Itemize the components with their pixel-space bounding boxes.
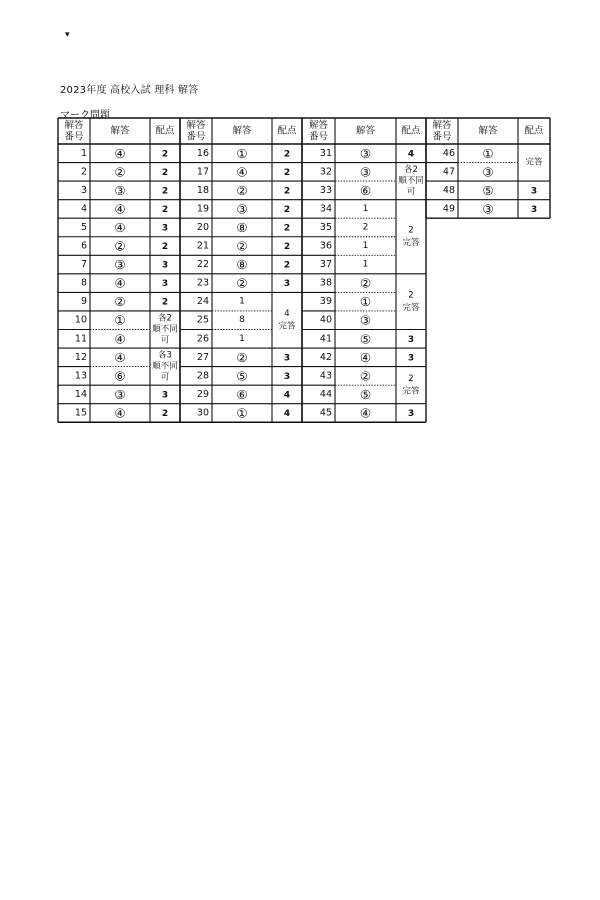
points-note: 2	[408, 373, 414, 384]
points-note: 順不同	[152, 324, 178, 335]
answer-value: 1	[362, 241, 369, 252]
points-value: 2	[283, 167, 291, 178]
answer-value: 1	[362, 203, 369, 214]
header-points-label: 配点	[401, 125, 421, 137]
question-number: 44	[319, 388, 332, 400]
question-number: 2	[80, 166, 87, 178]
answer-value: ⑤	[236, 368, 248, 384]
points-note: 2	[408, 225, 414, 236]
question-number: 28	[196, 370, 209, 382]
question-number: 48	[442, 184, 455, 196]
points-value: 3	[407, 353, 415, 364]
points-value: 2	[161, 242, 169, 253]
points-value: 2	[283, 260, 291, 271]
answer-value: ④	[236, 164, 248, 180]
header-points-label: 配点	[155, 125, 175, 137]
question-number: 40	[319, 314, 332, 326]
points-value: 4	[283, 390, 291, 401]
header-points-label: 配点	[277, 125, 297, 137]
answer-value: 1	[239, 296, 245, 307]
question-number: 29	[196, 388, 209, 400]
answer-value: ④	[114, 219, 126, 235]
answer-value: ②	[359, 275, 372, 291]
answer-value: ④	[114, 331, 126, 347]
points-value: 2	[161, 204, 169, 215]
question-number: 4	[80, 203, 87, 215]
answer-value: ④	[114, 349, 126, 365]
answer-value: ③	[114, 386, 126, 402]
answer-value: ④	[114, 145, 126, 161]
answer-value: ②	[359, 368, 372, 384]
points-note: 4	[284, 308, 290, 319]
question-number: 7	[80, 259, 87, 271]
points-note: 各3	[158, 350, 172, 361]
points-value: 3	[161, 260, 169, 271]
header-answer-label: 解答	[478, 125, 498, 137]
answer-value: ④	[114, 405, 126, 421]
points-value: 3	[283, 353, 291, 364]
points-value: 3	[530, 204, 538, 215]
points-note: 各2	[404, 165, 418, 176]
question-number: 21	[196, 240, 209, 252]
points-value: 3	[530, 186, 538, 197]
answer-value: ②	[114, 238, 126, 254]
points-note: 可	[160, 372, 170, 383]
points-value: 2	[161, 297, 169, 308]
question-number: 14	[74, 388, 87, 400]
points-note: 完答	[525, 157, 543, 168]
question-number: 35	[319, 221, 332, 233]
points-value: 2	[161, 186, 169, 197]
question-number: 19	[196, 203, 209, 215]
answer-value: ②	[236, 275, 248, 291]
answer-value: ③	[482, 164, 494, 180]
answer-value: ③	[359, 312, 372, 328]
points-note: 各2	[158, 313, 172, 324]
points-value: 3	[283, 371, 291, 382]
question-number: 25	[196, 314, 209, 326]
answer-value: ①	[236, 405, 248, 421]
answer-value: ⑥	[236, 386, 248, 402]
points-note: 順不同	[398, 176, 424, 187]
document-title: 2023年度 高校入試 理科 解答	[60, 85, 199, 96]
scan-speck: ▾	[65, 30, 70, 40]
points-note: 完答	[402, 302, 420, 313]
points-note: 可	[160, 335, 170, 346]
answer-value: ③	[359, 164, 372, 180]
answer-value: ⑧	[236, 257, 248, 273]
answer-value: ①	[482, 145, 494, 161]
points-note: 2	[408, 290, 414, 301]
question-number: 10	[74, 314, 87, 326]
question-number: 6	[80, 240, 87, 252]
question-number: 49	[442, 203, 455, 215]
question-number: 8	[80, 277, 87, 289]
points-note: 完答	[402, 238, 420, 248]
question-number: 18	[196, 184, 209, 196]
header-number-label: 番号	[432, 131, 452, 143]
points-value: 3	[283, 279, 291, 290]
answer-value: ②	[114, 294, 126, 310]
question-number: 46	[442, 147, 455, 159]
answer-value: ⑤	[482, 182, 494, 198]
answer-value: 8	[239, 315, 245, 326]
points-value: 2	[161, 167, 169, 178]
answer-value: ①	[359, 294, 372, 310]
points-value: 4	[407, 149, 415, 160]
answer-value: ③	[359, 145, 372, 161]
answer-value: ④	[114, 275, 126, 291]
header-number-label: 解答	[432, 120, 452, 131]
question-number: 41	[319, 333, 332, 345]
points-value: 3	[161, 223, 169, 234]
question-number: 22	[196, 259, 209, 271]
question-number: 42	[319, 351, 332, 363]
answer-value: ③	[482, 201, 494, 217]
answer-value: ①	[114, 312, 126, 328]
points-value: 3	[161, 279, 169, 290]
question-number: 39	[319, 296, 332, 308]
header-number-label: 番号	[308, 131, 329, 143]
points-value: 3	[407, 334, 415, 345]
question-number: 13	[74, 370, 87, 382]
answer-value: ③	[114, 182, 126, 198]
answer-value: 1	[362, 259, 369, 270]
answer-value: ④	[359, 349, 372, 365]
question-number: 34	[319, 203, 332, 215]
points-value: 2	[161, 408, 169, 419]
answer-value: 2	[362, 222, 369, 233]
answer-value: ③	[114, 257, 126, 273]
answer-value: ⑤	[359, 331, 372, 347]
question-number: 47	[442, 166, 455, 178]
answer-value: ⑥	[359, 182, 372, 198]
answer-value: ②	[236, 182, 248, 198]
question-number: 36	[319, 240, 332, 252]
points-value: 2	[283, 204, 291, 215]
question-number: 15	[74, 407, 87, 419]
question-number: 30	[196, 407, 209, 419]
question-number: 27	[196, 351, 209, 363]
header-points-label: 配点	[524, 125, 544, 137]
question-number: 5	[80, 221, 87, 233]
points-note: 可	[406, 187, 416, 198]
question-number: 31	[319, 147, 332, 159]
answer-value: ②	[236, 349, 248, 365]
answer-value: ⑥	[114, 368, 126, 384]
question-number: 20	[196, 221, 209, 233]
answer-value: ③	[236, 201, 248, 217]
question-number: 32	[319, 166, 332, 178]
question-number: 45	[319, 407, 332, 419]
question-number: 11	[74, 333, 87, 345]
header-answer-label: 解答	[110, 125, 130, 137]
question-number: 3	[80, 184, 87, 196]
points-value: 2	[283, 242, 291, 253]
points-note: 完答	[278, 321, 296, 332]
header-answer-label: 解答	[355, 125, 376, 137]
answer-value: ⑤	[359, 386, 372, 402]
header-number-label: 解答	[308, 120, 329, 131]
header-answer-label: 解答	[232, 125, 252, 137]
header-number-label: 番号	[186, 131, 206, 143]
points-value: 2	[283, 223, 291, 234]
answer-value: ①	[236, 145, 248, 161]
points-value: 3	[161, 390, 169, 401]
points-value: 3	[407, 408, 415, 419]
answer-value: ④	[359, 405, 372, 421]
question-number: 12	[74, 351, 87, 363]
answer-value: ⑧	[236, 219, 248, 235]
answer-value: ②	[236, 238, 248, 254]
question-number: 23	[196, 277, 209, 289]
points-value: 2	[283, 186, 291, 197]
question-number: 38	[319, 277, 332, 289]
answer-value: 1	[239, 333, 245, 344]
header-number-label: 解答	[64, 120, 84, 131]
header-number-label: 番号	[64, 131, 84, 143]
section-title: マーク問題	[60, 110, 110, 121]
question-number: 17	[196, 166, 209, 178]
header-number-label: 解答	[186, 120, 206, 131]
points-value: 4	[283, 408, 291, 419]
points-note: 完答	[402, 386, 420, 397]
points-note: 順不同	[152, 361, 178, 372]
question-number: 33	[319, 184, 332, 196]
answer-value: ②	[114, 164, 126, 180]
question-number: 16	[196, 147, 209, 159]
question-number: 24	[196, 296, 209, 308]
question-number: 43	[319, 370, 332, 382]
question-number: 37	[319, 259, 332, 271]
answer-value: ④	[114, 201, 126, 217]
question-number: 9	[80, 296, 87, 308]
points-value: 2	[161, 149, 169, 160]
points-value: 2	[283, 149, 291, 160]
question-number: 26	[196, 333, 209, 345]
question-number: 1	[80, 147, 87, 159]
